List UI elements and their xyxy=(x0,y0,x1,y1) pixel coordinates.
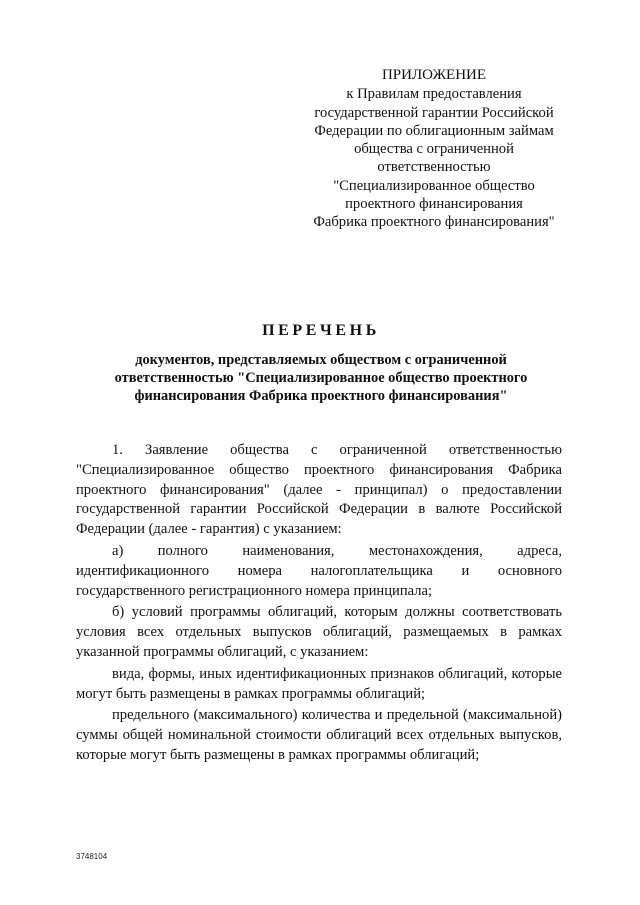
heading-line: документов, представляемых обществом с ограниченной xyxy=(135,352,507,368)
heading-line: финансирования Фабрика проектного финансирования" xyxy=(134,388,508,405)
heading-line: ответственностью "Специализированное общество проектного xyxy=(114,370,528,387)
paragraph-bond-type: вида, формы, иных идентификационных признаков облигаций, которые могут быть размещены в рамках программы облигаций; xyxy=(76,665,562,702)
annex-line: "Специализированное общество xyxy=(333,177,535,194)
annex-line: ответственностью xyxy=(377,159,491,176)
annex-line: проектного финансирования xyxy=(345,196,523,213)
annex-line: к Правилам предоставления xyxy=(346,86,522,103)
document-heading xyxy=(76,322,566,406)
annex-line: Федерации по облигационным займам xyxy=(314,122,554,139)
annex-line: Фабрика проектного финансирования" xyxy=(313,214,555,231)
document-body xyxy=(76,441,562,766)
paragraph-1: 1. Заявление общества с ограниченной ответственностью "Специализированное общество проектного финансирования Фабрика проектного финансирования" (далее - принципал) о предоставлении государственной гарантии Российской Федерации в валюте Российской Федерации (далее - гарантия) с указанием: xyxy=(76,442,562,538)
paragraph-item-b: б) условий программы облигаций, которым должны соответствовать условия всех отдельных выпусков облигаций, размещаемых в рамках указанной программы облигаций, с указанием: xyxy=(76,604,562,660)
paragraph-bond-limits: предельного (максимального) количества и предельной (максимальной) суммы общей номинальной стоимости облигаций всех отдельных выпусков, которые могут быть размещены в рамках программы облигаций; xyxy=(76,707,562,763)
annex-line: общества с ограниченной xyxy=(354,141,514,158)
document-code: 3748104 xyxy=(76,852,108,861)
annex-line: государственной гарантии Российской xyxy=(314,104,554,121)
annex-title: ПРИЛОЖЕНИЕ xyxy=(381,67,487,83)
heading-title: ПЕРЕЧЕНЬ xyxy=(262,322,380,339)
heading-subtitle xyxy=(76,351,566,406)
annex-block xyxy=(300,66,568,232)
paragraph-item-a: а) полного наименования, местонахождения, адреса, идентификационного номера налогоплательщика и основного государственного регистрационного номера принципала; xyxy=(76,542,562,599)
